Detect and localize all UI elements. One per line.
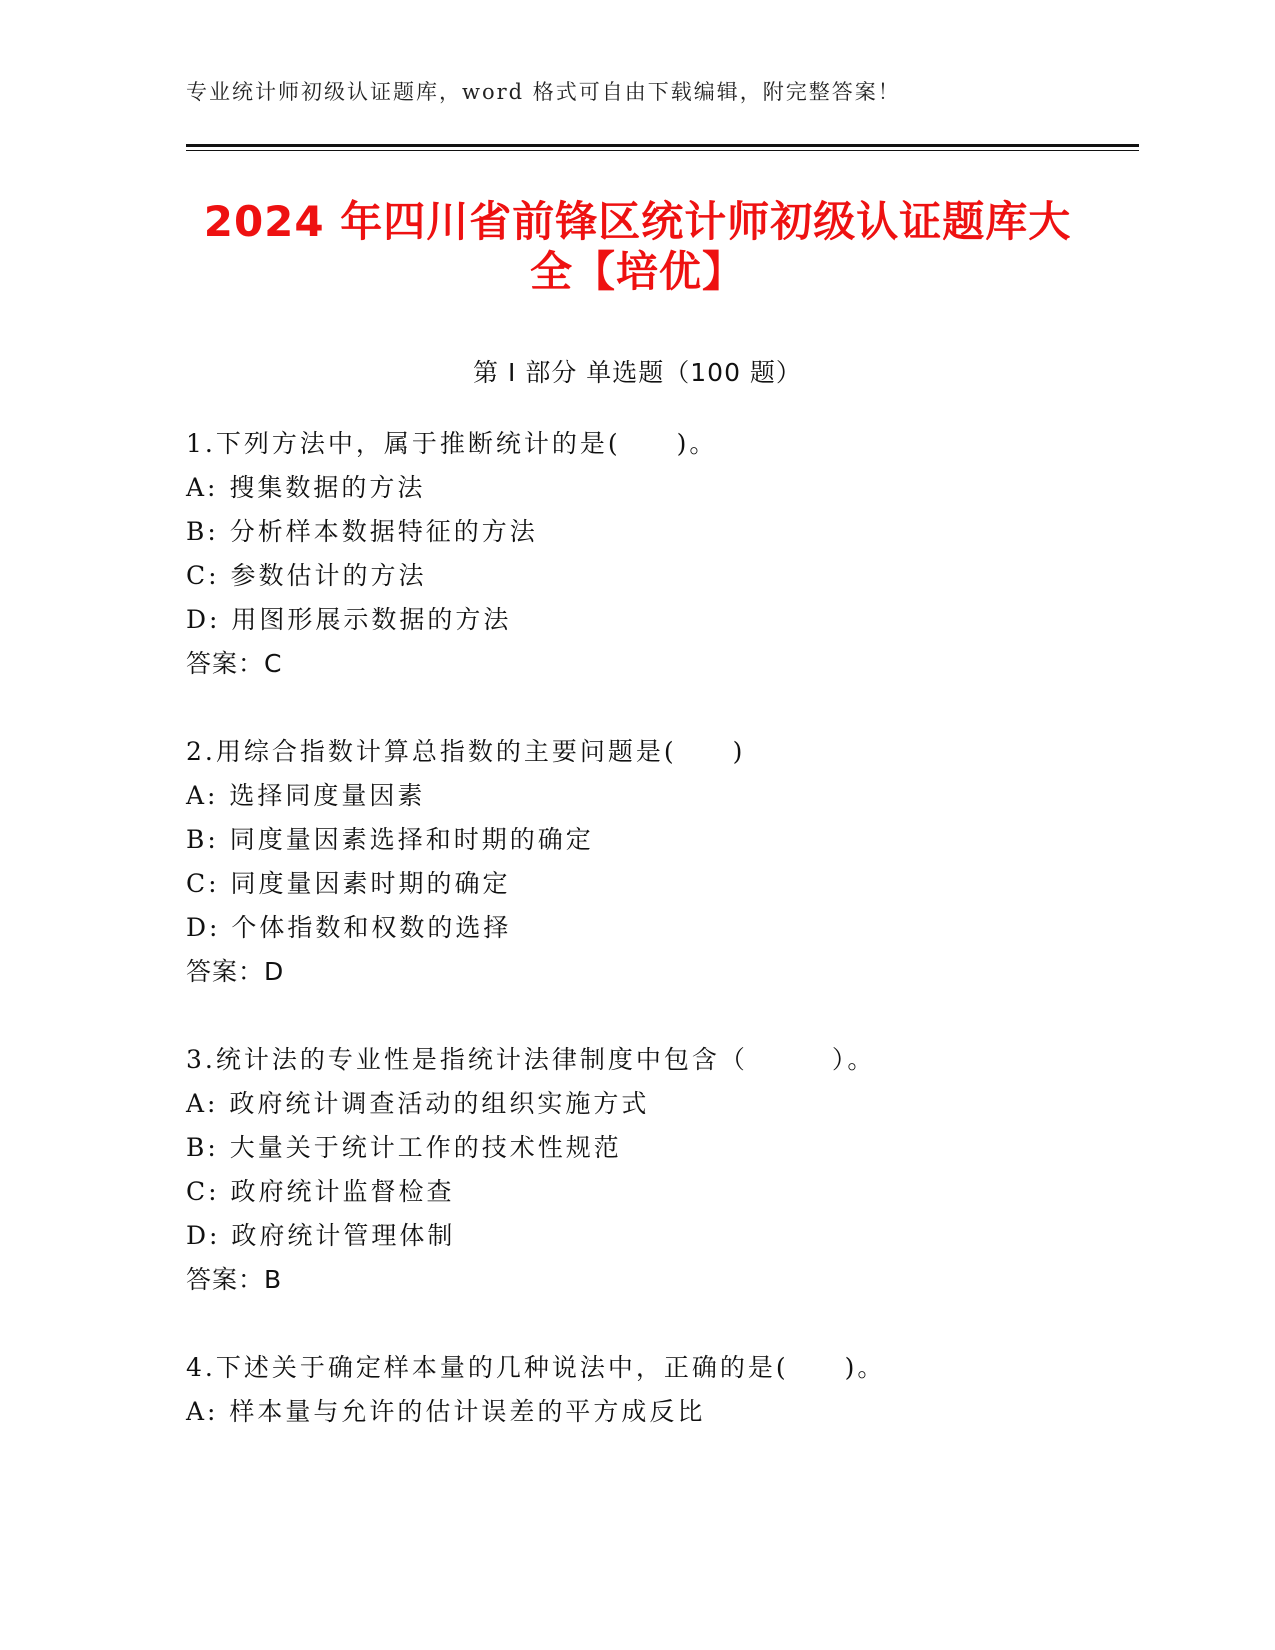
document-title-line-2: 全【培优】: [529, 247, 745, 296]
question-1-answer: 答案：C: [186, 649, 283, 678]
header-note: 专业统计师初级认证题库，word 格式可自由下载编辑，附完整答案！: [186, 80, 901, 104]
question-3-stem: 3.统计法的专业性是指统计法律制度中包含（ ）。: [186, 1045, 876, 1074]
question-3-option-a: A: 政府统计调查活动的组织实施方式: [186, 1089, 650, 1118]
question-1-option-c: C: 参数估计的方法: [186, 561, 427, 590]
question-1-option-b: B: 分析样本数据特征的方法: [186, 517, 538, 546]
question-4-option-a: A: 样本量与允许的估计误差的平方成反比: [186, 1397, 706, 1426]
question-1-option-a: A: 搜集数据的方法: [186, 473, 426, 502]
question-1-stem: 1.下列方法中，属于推断统计的是( )。: [186, 429, 718, 458]
question-2-answer: 答案：D: [186, 957, 285, 986]
header-divider-thin: [186, 150, 1139, 151]
question-2-option-a: A: 选择同度量因素: [186, 781, 426, 810]
question-2-option-b: B: 同度量因素选择和时期的确定: [186, 825, 594, 854]
question-2-option-d: D: 个体指数和权数的选择: [186, 913, 512, 942]
document-title-line-1: 2024 年四川省前锋区统计师初级认证题库大: [203, 197, 1072, 246]
question-3-answer: 答案：B: [186, 1265, 283, 1294]
document-title: [150, 197, 1125, 297]
question-1-option-d: D: 用图形展示数据的方法: [186, 605, 512, 634]
section-title: 第 I 部分 单选题（100 题）: [473, 358, 802, 387]
question-3-option-b: B: 大量关于统计工作的技术性规范: [186, 1133, 622, 1162]
question-2-option-c: C: 同度量因素时期的确定: [186, 869, 511, 898]
question-3-option-c: C: 政府统计监督检查: [186, 1177, 455, 1206]
question-2-stem: 2.用综合指数计算总指数的主要问题是( ): [186, 737, 746, 766]
question-4-stem: 4.下述关于确定样本量的几种说法中，正确的是( )。: [186, 1353, 886, 1382]
header-divider-thick: [186, 144, 1139, 147]
question-3-option-d: D: 政府统计管理体制: [186, 1221, 456, 1250]
